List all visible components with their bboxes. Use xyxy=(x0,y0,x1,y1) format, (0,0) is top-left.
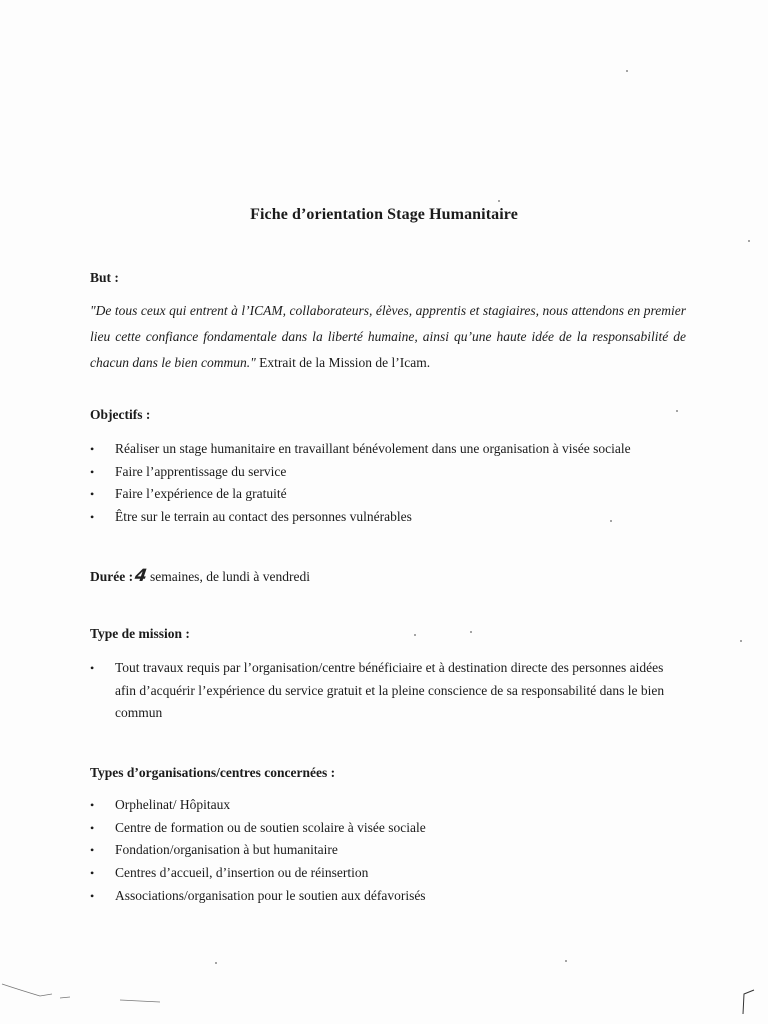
scan-speck xyxy=(215,962,217,964)
bullet-icon: • xyxy=(90,798,95,812)
scan-speck xyxy=(626,70,628,72)
type-mission-block xyxy=(90,657,686,725)
bullet-icon: • xyxy=(90,442,95,456)
duree-line xyxy=(90,566,310,586)
list-item-text: Centre de formation ou de soutien scolaire à visée sociale xyxy=(115,819,426,835)
list-item-text: Centres d’accueil, d’insertion ou de réinsertion xyxy=(115,865,369,881)
objectifs-heading: Objectifs : xyxy=(90,407,151,422)
list-item xyxy=(90,839,426,862)
duree-text: semaines, de lundi à vendredi xyxy=(149,569,311,584)
bullet-icon: • xyxy=(90,820,95,835)
scan-speck xyxy=(610,520,612,522)
list-item xyxy=(90,438,631,461)
handwritten-duration: 4 xyxy=(133,566,149,586)
bullet-icon: • xyxy=(90,464,95,479)
page-title: Fiche d’orientation Stage Humanitaire xyxy=(250,206,518,223)
list-item xyxy=(90,817,426,840)
bullet-icon: • xyxy=(90,661,95,675)
bullet-icon: • xyxy=(90,843,95,858)
scan-speck xyxy=(470,631,472,633)
list-item xyxy=(90,506,631,529)
duree-label: Durée : xyxy=(90,569,134,584)
objectifs-list xyxy=(90,438,631,529)
but-heading: But : xyxy=(90,270,119,285)
mission-quote: "De tous ceux qui entrent à l’ICAM, collaborateurs, élèves, apprentis et stagiaires, nous attendons en premier lieu cette confiance fondamentale dans la liberté humaine, ainsi qu’une haute idée de la responsabilité de chacun dans le bien commun." xyxy=(90,303,686,370)
bullet-icon: • xyxy=(90,888,95,903)
list-item-text: Réaliser un stage humanitaire en travaillant bénévolement dans une organisation à visée sociale xyxy=(115,441,631,456)
list-item xyxy=(90,461,631,484)
list-item-text: Faire l’expérience de la gratuité xyxy=(115,486,287,502)
scan-speck xyxy=(740,640,742,642)
list-item-text: Associations/organisation pour le soutien aux défavorisés xyxy=(115,887,426,903)
quote-source: Extrait de la Mission de l’Icam. xyxy=(255,355,431,370)
type-mission-text: Tout travaux requis par l’organisation/centre bénéficiaire et à destination directe des personnes aidées afin d’acquérir l’expérience du service gratuit et la pleine conscience de sa responsabilité dans le bien commun xyxy=(115,660,665,720)
bullet-icon: • xyxy=(90,866,95,881)
scan-speck xyxy=(565,960,567,962)
type-mission-heading: Type de mission : xyxy=(90,626,190,641)
list-item xyxy=(90,794,426,817)
list-item xyxy=(90,885,426,908)
list-item xyxy=(90,862,426,885)
types-organisations-list xyxy=(90,794,426,907)
scan-speck xyxy=(748,240,750,242)
list-item xyxy=(90,483,631,506)
bullet-icon: • xyxy=(90,487,95,502)
bullet-icon: • xyxy=(90,510,95,525)
list-item-text: Orphelinat/ Hôpitaux xyxy=(115,797,231,812)
list-item-text: Fondation/organisation à but humanitaire xyxy=(115,842,338,858)
list-item-text: Faire l’apprentissage du service xyxy=(115,463,287,479)
scan-speck xyxy=(414,634,416,636)
corner-fold-mark xyxy=(740,988,756,1016)
list-item-text: Être sur le terrain au contact des personnes vulnérables xyxy=(115,509,412,525)
types-organisations-heading: Types d’organisations/centres concernées : xyxy=(90,765,336,780)
scan-speck xyxy=(498,200,500,202)
scan-scuff-mark xyxy=(0,978,170,1004)
but-paragraph xyxy=(90,298,686,376)
scan-speck xyxy=(676,410,678,412)
list-item xyxy=(90,657,686,725)
